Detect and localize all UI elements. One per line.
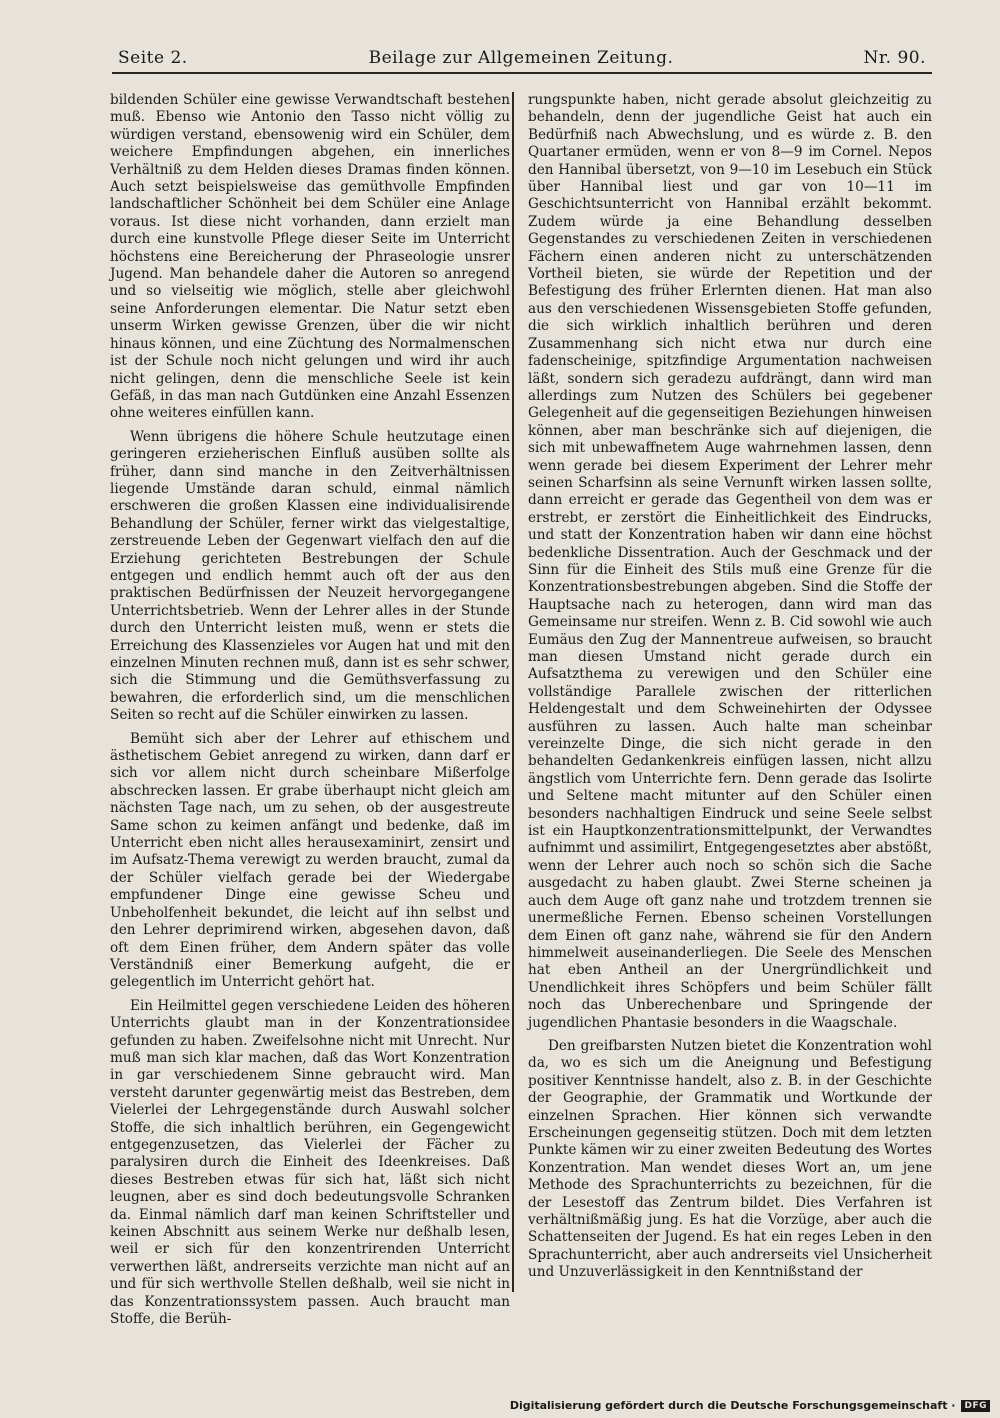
paragraph: Wenn übrigens die höhere Schule heutzutage einen geringeren erzieherischen Einfluß ausüben sollte als früher, dann sind manche in den Zeitverhältnissen liegende Umstände daran schuld, einmal nämlich erschweren die großen Klassen eine individualisirende Behandlung der Schüler, ferner wirkt das vielgestaltige, zerstreuende Leben der Gegenwart vielfach den auf die Erziehung gerichteten Bestrebungen der Schule entgegen und endlich hemmt auch oft der aus den praktischen Bedürfnissen der Neuzeit hervorgegangene Unterrichtsbetrieb. Wenn der Lehrer alles in der Stunde durch den Unterricht leisten muß, wenn er stets die Erreichung des Klassenzieles vor Augen hat und mit den einzelnen Minuten rechnen muß, dann ist es sehr schwer, sich die Stimmung und die Gemüthsverfassung zu bewahren, die erforderlich sind, um die menschlichen Seiten so recht auf die Schüler einwirken zu lassen.	[110, 428, 510, 724]
header-rule	[112, 72, 932, 74]
issue-number: Nr. 90.	[863, 48, 926, 68]
left-column	[110, 92, 510, 1328]
publication-title: Beilage zur Allgemeinen Zeitung.	[368, 48, 674, 68]
paragraph: rungspunkte haben, nicht gerade absolut gleichzeitig zu behandeln, denn der jugendliche Geist hat auch ein Bedürfniß nach Abwechslung, und es würde z. B. den Quartaner ermüden, wenn er von 8—9 im Cornel. Nepos den Hannibal übersetzt, von 9—10 im Lesebuch ein Stück über Hannibal liest und gar von 10—11 im Geschichtsunterricht von Hannibal erzählt bekommt. Zudem würde ja eine Behandlung desselben Gegenstandes zu verschiedenen Zeiten in verschiedenen Fächern einen anderen nicht zu unterschätzenden Vortheil bieten, sie würde der Repetition und der Befestigung des früher Erlernten dienen. Hat man also aus den verschiedenen Wissensgebieten Stoffe gefunden, die sich wirklich inhaltlich berühren und deren Zusammenhang sich nicht etwa nur durch eine fadenscheinige, spitzfindige Argumentation nachweisen läßt, sondern sich geradezu aufdrängt, dann wird man allerdings zum Nutzen des Schülers bei gegebener Gelegenheit auf die gegenseitigen Beziehungen hinweisen können, aber man beschränke sich auf diejenigen, die sich mit unbewaffnetem Auge wahrnehmen lassen, denn wenn gerade bei diesem Experiment der Lehrer mehr seinen Scharfsinn als seine Vernunft wirken lassen sollte, dann erreicht er gerade das Gegentheil von dem was er erstrebt, er zerstört die Einheitlichkeit des Eindrucks, und statt der Konzentration haben wir dann eine höchst bedenkliche Dissentration. Auch der Geschmack und der Sinn für die Einheit des Stils muß eine Grenze für die Konzentrationsbestrebungen abgeben. Sind die Stoffe der Hauptsache nach zu heterogen, dann wird man das Gemeinsame nur streifen. Wenn z. B. Cid sowohl wie auch Eumäus den Zug der Mannentreue aufweisen, so braucht man diesen Umstand nicht gerade durch ein Aufsatzthema zu verewigen und den Schüler eine vollständige Parallele zwischen der ritterlichen Heldengestalt und dem Schweinehirten der Odyssee ausführen zu lassen. Auch halte man scheinbar vereinzelte Dinge, die sich nicht gerade in den behandelten Gedankenkreis einfügen lassen, nicht allzu ängstlich vom Unterrichte fern. Denn gerade das Isolirte und Seltene macht mitunter auf den Schüler einen besonders nachhaltigen Eindruck und seine Seele selbst ist ein Hauptkonzentrationsmittelpunkt, der Verwandtes aufnimmt und assimilirt, Entgegengesetztes aber abstößt, wenn der Lehrer auch noch so schön sich die Sache ausgedacht zu haben glaubt. Zwei Sterne scheinen ja auch dem Auge oft ganz nahe und trotzdem trennen sie unermeßliche Fernen. Ebenso scheinen Vorstellungen dem Einen oft ganz nahe, während sie für den Andern himmelweit auseinanderliegen. Die Seele des Menschen hat eben Antheil an der Unergründlichkeit und Unendlichkeit ihres Schöpfers und beim Schüler fällt noch das Unberechenbare und Springende der jugendlichen Phantasie besonders in die Waagschale.	[528, 92, 932, 1031]
right-column	[528, 92, 932, 1282]
page-header	[112, 44, 930, 74]
paragraph: Ein Heilmittel gegen verschiedene Leiden des höheren Unterrichts glaubt man in der Konzentrationsidee gefunden zu haben. Zweifelsohne nicht mit Unrecht. Nur muß man sich klar machen, daß das Wort Konzentration in gar verschiedenem Sinne gebraucht wird. Man versteht darunter gegenwärtig meist das Bestreben, dem Vielerlei der Lehrgegenstände durch Auswahl solcher Stoffe, die sich inhaltlich berühren, ein Gegengewicht entgegenzusetzen, das Vielerlei der Fächer zu paralysiren durch die Einheit des Ideenkreises. Daß dieses Bestreben etwas für sich hat, läßt sich nicht leugnen, aber es sind doch bedeutungsvolle Schranken da. Einmal nämlich darf man keinen Schriftsteller und keinen Abschnitt aus seinem Werke nur deßhalb lesen, weil er sich für den konzentrirenden Unterricht verwerthen läßt, andrerseits verzichte man nicht auf an und für sich werthvolle Stellen deßhalb, weil sie nicht in das Konzentrationssystem passen. Auch braucht man Stoffe, die Berüh-	[110, 997, 510, 1328]
page-number: Seite 2.	[118, 48, 188, 68]
paragraph: Den greifbarsten Nutzen bietet die Konzentration wohl da, wo es sich um die Aneignung und Befestigung positiver Kenntnisse handelt, also z. B. in der Geschichte der Geographie, der Grammatik und Wortkunde der einzelnen Sprachen. Hier können sich verwandte Erscheinungen gegenseitig stützen. Doch mit dem letzten Punkte kämen wir zu einer zweiten Bedeutung des Wortes Konzentration. Man wendet dieses Wort an, um jene Methode des Sprachunterrichts zu bezeichnen, für die der Lesestoff das Zentrum bildet. Dies Verfahren ist verhältnißmäßig jung. Es hat die Vorzüge, aber auch die Schattenseiten der Jugend. Es hat ein reges Leben in den Sprachunterricht, aber auch andrerseits viel Unsicherheit und Unzuverlässigkeit in den Kenntnißstand der	[528, 1037, 932, 1281]
credit-text: Digitalisierung gefördert durch die Deutsche Forschungsgemeinschaft ·	[509, 1399, 956, 1412]
column-divider	[512, 92, 514, 1292]
paragraph: Bemüht sich aber der Lehrer auf ethischem und ästhetischem Gebiet anregend zu wirken, dann darf er sich vor allem nicht durch scheinbare Mißerfolge abschrecken lassen. Er grabe überhaupt nicht gleich am nächsten Tage nach, um zu sehen, ob der ausgestreute Same schon zu keimen anfängt und bedenke, daß im Unterricht eben nicht alles herausexaminirt, zensirt und im Aufsatz-Thema verewigt zu werden braucht, zumal da der Schüler vielfach gerade bei der Wiedergabe empfundener Dinge eine gewisse Scheu und Unbeholfenheit bekundet, die leicht auf ihn selbst und den Lehrer deprimirend wirken, abgesehen davon, daß oft dem Einen früher, dem Andern später das volle Verständniß einer Bemerkung aufgeht, die er gelegentlich im Unterricht gehört hat.	[110, 730, 510, 991]
digitization-credit	[510, 1399, 990, 1412]
paragraph: bildenden Schüler eine gewisse Verwandtschaft bestehen muß. Ebenso wie Antonio den Tasso nicht völlig zu würdigen verstand, ebensowenig wird ein Schüler, dem weichere Empfindungen abgehen, ein innerliches Verhältniß zu dem Helden dieses Dramas finden können. Auch setzt beispielsweise das gemüthvolle Empfinden landschaftlicher Schönheit bei dem Schüler eine Anlage voraus. Ist diese nicht vorhanden, dann erzielt man durch eine kunstvolle Pflege dieser Seite im Unterricht höchstens eine Bereicherung der Phraseologie unsrer Jugend. Man behandele daher die Autoren so anregend und so vielseitig wie möglich, stelle aber gleichwohl seine Anforderungen elementar. Die Natur setzt eben unserm Wirken gewisse Grenzen, über die wir nicht hinaus können, und eine Züchtung des Normalmenschen ist der Schule noch nicht gelungen und wird ihr auch nicht gelingen, denn die menschliche Seele ist kein Gefäß, in das man nach Gutdünken eine Anzahl Essenzen ohne weiteres einfüllen kann.	[110, 92, 510, 422]
dfg-logo: DFG	[961, 1400, 990, 1412]
